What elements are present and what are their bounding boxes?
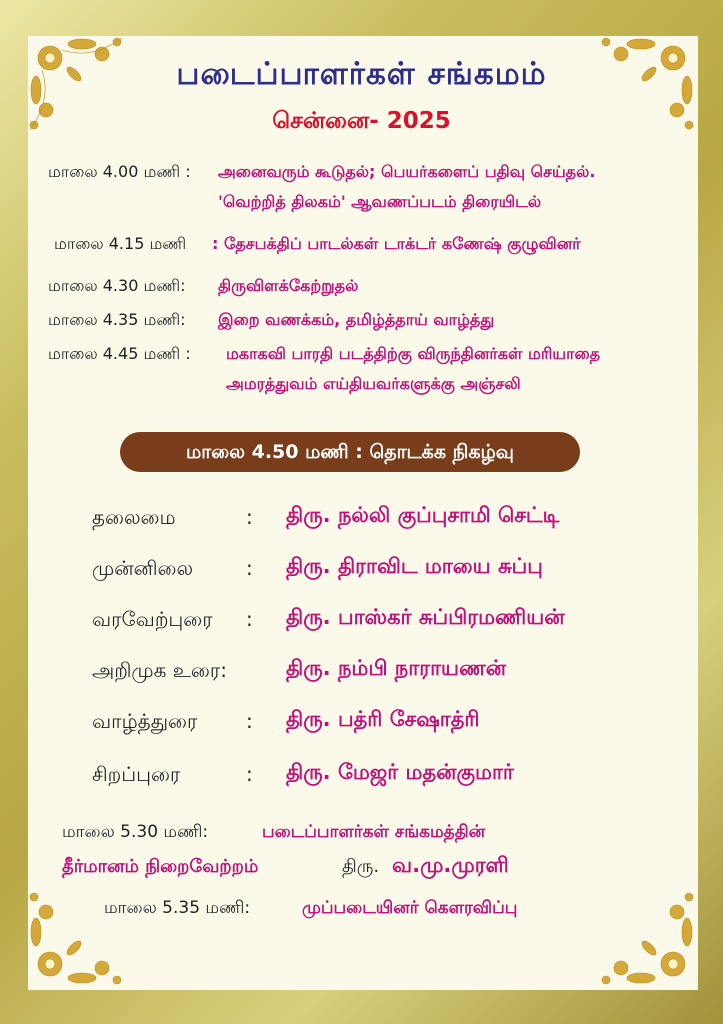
speaker-name: திரு. நம்பி நாராயணன் [286,656,507,680]
person-name: வ.மு.முரளி [392,853,509,877]
schedule-activity: 'வெற்றித் திலகம்' ஆவணப்படம் திரையிடல் [218,192,542,211]
event-subtitle: சென்னை- 2025 [272,108,451,134]
schedule-time: மாலை 4.00 மணி : [48,162,191,181]
separator-colon: : [246,709,253,733]
speaker-name: திரு. மேஜர் மதன்குமார் [286,760,514,784]
page-title: படைப்பாளர்கள் சங்கமம் [176,56,547,92]
speaker-role: வாழ்த்துரை [92,709,198,733]
speaker-name: திரு. பாஸ்கர் சுப்பிரமணியன் [286,605,565,629]
speaker-name: திரு. பத்ரி சேஷாத்ரி [286,707,480,731]
separator-colon: : [246,505,253,529]
schedule-time: மாலை 4.15 மணி [54,234,187,253]
schedule-activity: : தேசபக்திப் பாடல்கள் டாக்டர் கணேஷ் குழுவினர் [212,234,581,253]
speaker-role: முன்னிலை [92,556,194,580]
separator-colon: : [246,762,253,786]
separator-colon: : [246,607,253,631]
opening-session-banner: மாலை 4.50 மணி : தொடக்க நிகழ்வு [120,432,580,472]
schedule-time: மாலை 5.35 மணி: [104,898,251,918]
schedule-activity: திருவிளக்கேற்றுதல் [218,276,359,295]
separator-colon: : [246,556,253,580]
speaker-role: வரவேற்புரை [92,607,213,631]
schedule-time: மாலை 4.35 மணி: [48,310,186,329]
schedule-activity: படைப்பாளர்கள் சங்கமத்தின் [262,822,486,842]
honorific: திரு. [342,856,380,877]
speaker-role: தலைமை [92,505,176,529]
speaker-name: திரு. நல்லி குப்புசாமி செட்டி [286,503,560,527]
schedule-activity: தீர்மானம் நிறைவேற்றம் [62,856,259,877]
schedule-activity: இறை வணக்கம், தமிழ்த்தாய் வாழ்த்து [218,310,495,329]
schedule-activity: அமரத்துவம் எய்தியவர்களுக்கு அஞ்சலி [226,374,521,393]
schedule-time: மாலை 4.30 மணி: [48,276,186,295]
schedule-activity: அனைவரும் கூடுதல்; பெயர்களைப் பதிவு செய்தல். [218,162,596,181]
floral-ornament-icon [591,882,701,992]
speaker-role: அறிமுக உரை: [92,658,227,682]
speaker-role: சிறப்புரை [92,762,181,786]
schedule-activity: முப்படையினர் கௌரவிப்பு [302,898,518,918]
schedule-time: மாலை 5.30 மணி: [62,822,209,842]
speaker-name: திரு. திராவிட மாயை சுப்பு [286,554,543,578]
schedule-time: மாலை 4.45 மணி : [48,344,191,363]
schedule-activity: மகாகவி பாரதி படத்திற்கு விருந்தினர்கள் மரியாதை [226,344,600,363]
